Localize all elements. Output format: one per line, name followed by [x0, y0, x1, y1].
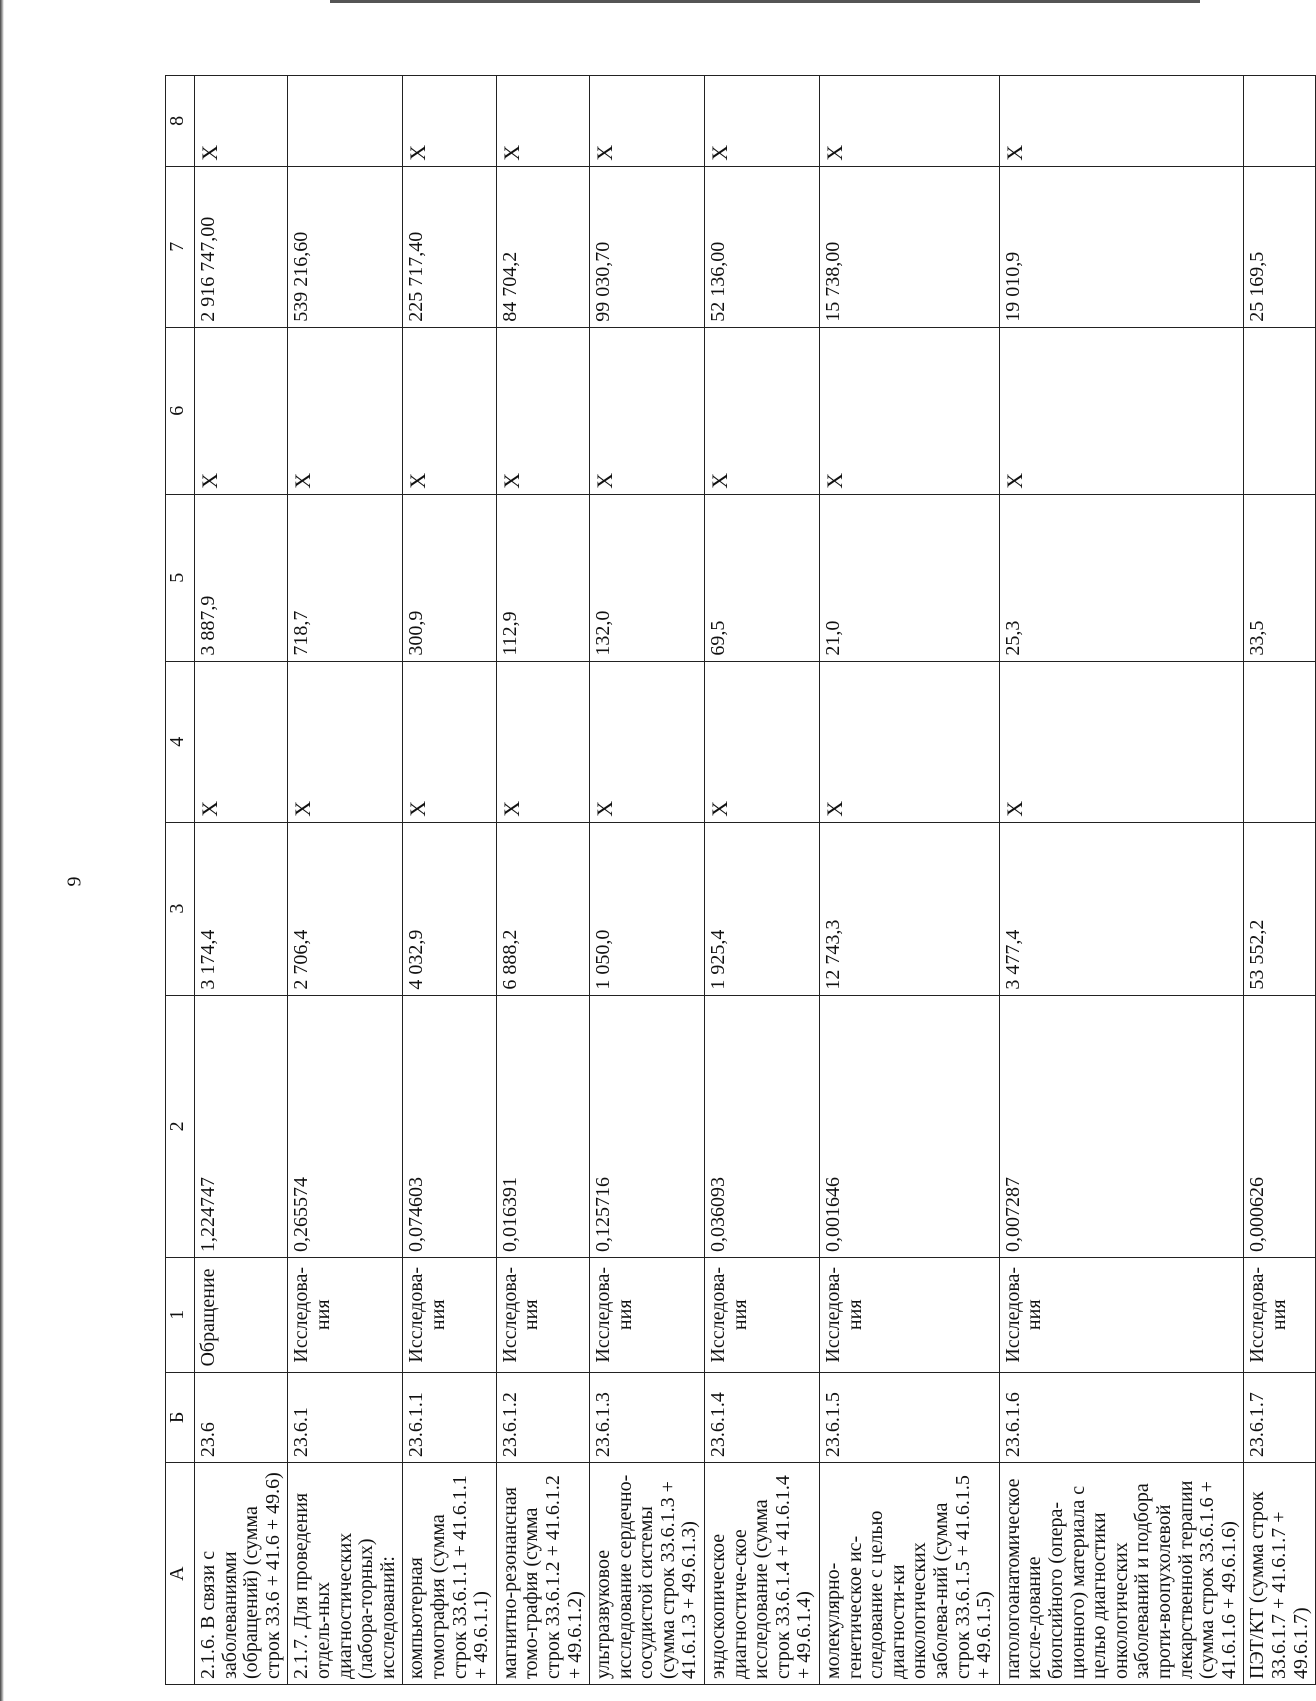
cell-row-code: 23.6.1.1	[403, 1372, 496, 1463]
col-header-1: 1	[166, 1258, 195, 1373]
cell-col7: 2 916 747,00	[195, 166, 288, 327]
col-header-4: 4	[166, 661, 195, 822]
cell-row-code: 23.6.1.6	[999, 1372, 1244, 1463]
cell-col2: 1,224747	[195, 995, 288, 1257]
cell-col2: 0,001646	[820, 995, 1000, 1257]
cell-col3: 53 552,2	[1244, 822, 1316, 995]
cell-col3: 12 743,3	[820, 822, 1000, 995]
table-row	[1244, 76, 1316, 1685]
cell-col4: Х	[820, 661, 1000, 822]
cell-row-code: 23.6	[195, 1372, 288, 1463]
cell-col4: Х	[403, 661, 496, 822]
cell-col4: Х	[496, 661, 589, 822]
col-header-8: 8	[166, 76, 195, 167]
cell-col3: 3 477,4	[999, 822, 1244, 995]
table-row	[705, 76, 820, 1685]
cell-row-code: 23.6.1.3	[590, 1372, 705, 1463]
cell-col7: 19 010,9	[999, 166, 1244, 327]
cell-col2: 0,016391	[496, 995, 589, 1257]
cell-col5: 21,0	[820, 494, 1000, 661]
cell-col2: 0,036093	[705, 995, 820, 1257]
cell-col3: 2 706,4	[288, 822, 403, 995]
cell-unit: Исследова-ния	[288, 1258, 403, 1373]
cell-unit: Исследова-ния	[999, 1258, 1244, 1373]
cell-col7: 539 216,60	[288, 166, 403, 327]
rotated-table-container	[165, 75, 1312, 1685]
cell-col3: 6 888,2	[496, 822, 589, 995]
col-header-3: 3	[166, 822, 195, 995]
cell-description: магнитно-резонансная томо-графия (сумма строк 33.6.1.2 + 41.6.1.2 + 49.6.1.2)	[496, 1463, 589, 1685]
cell-col7: 15 738,00	[820, 166, 1000, 327]
cell-col3: 1 050,0	[590, 822, 705, 995]
cell-col8: Х	[820, 76, 1000, 167]
table-row	[403, 76, 496, 1685]
cell-description: патологоанатомическое иссле-дование биопсийного (опера-ционного) материала с целью диагностики онкологических заболеваний и подбора проти-воопухолевой лекарственной терапии (сумма строк 33.6.1.6 + 41.6.1.6 + 49.6.1.6)	[999, 1463, 1244, 1685]
cell-col5: 3 887,9	[195, 494, 288, 661]
cell-col8: Х	[496, 76, 589, 167]
cell-row-code: 23.6.1.7	[1244, 1372, 1316, 1463]
cell-col8: Х	[705, 76, 820, 167]
cell-col5: 33,5	[1244, 494, 1316, 661]
cell-unit: Исследова-ния	[403, 1258, 496, 1373]
cell-col4: Х	[590, 661, 705, 822]
cell-col8: Х	[195, 76, 288, 167]
cell-col8: Х	[403, 76, 496, 167]
cell-col6: Х	[195, 327, 288, 494]
cell-col6: Х	[403, 327, 496, 494]
col-header-b: Б	[166, 1372, 195, 1463]
cell-description: ультразвуковое исследование сердечно-сосудистой системы (сумма строк 33.6.1.3 + 41.6.1.3 + 49.6.1.3)	[590, 1463, 705, 1685]
cell-row-code: 23.6.1.2	[496, 1372, 589, 1463]
cell-col8: Х	[590, 76, 705, 167]
cell-col4: Х	[195, 661, 288, 822]
col-header-6: 6	[166, 327, 195, 494]
cell-col6: Х	[820, 327, 1000, 494]
cell-row-code: 23.6.1.5	[820, 1372, 1000, 1463]
cell-col5: 25,3	[999, 494, 1244, 661]
cell-col4: Х	[705, 661, 820, 822]
cell-col6: Х	[496, 327, 589, 494]
cell-unit: Исследова-ния	[590, 1258, 705, 1373]
cell-col5: 718,7	[288, 494, 403, 661]
cell-col8	[288, 76, 403, 167]
col-header-5: 5	[166, 494, 195, 661]
cell-col8	[1244, 76, 1316, 167]
cell-col4	[1244, 661, 1316, 822]
cell-col2: 0,125716	[590, 995, 705, 1257]
cell-col4: Х	[288, 661, 403, 822]
cell-unit: Обращение	[195, 1258, 288, 1373]
cell-col5: 112,9	[496, 494, 589, 661]
cell-unit: Исследова-ния	[496, 1258, 589, 1373]
scan-top-line	[330, 0, 1200, 3]
table-row	[288, 76, 403, 1685]
data-table	[165, 75, 1316, 1685]
cell-unit: Исследова-ния	[820, 1258, 1000, 1373]
table-row	[999, 76, 1244, 1685]
cell-col3: 4 032,9	[403, 822, 496, 995]
cell-col2: 0,000626	[1244, 995, 1316, 1257]
cell-col5: 132,0	[590, 494, 705, 661]
table-frame	[165, 75, 1312, 1685]
table-row	[820, 76, 1000, 1685]
col-header-a: А	[166, 1463, 195, 1685]
cell-col3: 3 174,4	[195, 822, 288, 995]
cell-unit: Исследова-ния	[705, 1258, 820, 1373]
cell-col4: Х	[999, 661, 1244, 822]
cell-description: молекулярно-генетическое ис-следование с целью диагности-ки онкологических заболева-ний (сумма строк 33.6.1.5 + 41.6.1.5 + 49.6.1.5)	[820, 1463, 1000, 1685]
cell-description: 2.1.6. В связи с заболеваниями (обращений) (сумма строк 33.6 + 41.6 + 49.6)	[195, 1463, 288, 1685]
cell-col7: 84 704,2	[496, 166, 589, 327]
cell-col6: Х	[590, 327, 705, 494]
cell-col8: Х	[999, 76, 1244, 167]
cell-col7: 25 169,5	[1244, 166, 1316, 327]
scan-edge	[0, 0, 4, 1701]
cell-col2: 0,007287	[999, 995, 1244, 1257]
cell-col2: 0,074603	[403, 995, 496, 1257]
col-header-2: 2	[166, 995, 195, 1257]
cell-col5: 300,9	[403, 494, 496, 661]
cell-col6: Х	[288, 327, 403, 494]
cell-description: ПЭТ/КТ (сумма строк 33.6.1.7 + 41.6.1.7 + 49.6.1.7)	[1244, 1463, 1316, 1685]
page-number: 9	[63, 876, 86, 887]
col-header-7: 7	[166, 166, 195, 327]
cell-col7: 225 717,40	[403, 166, 496, 327]
cell-unit: Исследова-ния	[1244, 1258, 1316, 1373]
cell-description: компьютерная томография (сумма строк 33.6.1.1 + 41.6.1.1 + 49.6.1.1)	[403, 1463, 496, 1685]
cell-description: эндоскопическое диагностиче-ское исследование (сумма строк 33.6.1.4 + 41.6.1.4 + 49.6.1.4)	[705, 1463, 820, 1685]
cell-col3: 1 925,4	[705, 822, 820, 995]
table-row	[195, 76, 288, 1685]
table-row	[496, 76, 589, 1685]
cell-col2: 0,265574	[288, 995, 403, 1257]
cell-col7: 52 136,00	[705, 166, 820, 327]
cell-col6: Х	[999, 327, 1244, 494]
cell-col6	[1244, 327, 1316, 494]
cell-col5: 69,5	[705, 494, 820, 661]
cell-row-code: 23.6.1	[288, 1372, 403, 1463]
cell-description: 2.1.7. Для проведения отдель-ных диагностических (лабора-торных) исследований:	[288, 1463, 403, 1685]
table-row	[590, 76, 705, 1685]
cell-col7: 99 030,70	[590, 166, 705, 327]
cell-row-code: 23.6.1.4	[705, 1372, 820, 1463]
header-row	[166, 76, 195, 1685]
cell-col6: Х	[705, 327, 820, 494]
